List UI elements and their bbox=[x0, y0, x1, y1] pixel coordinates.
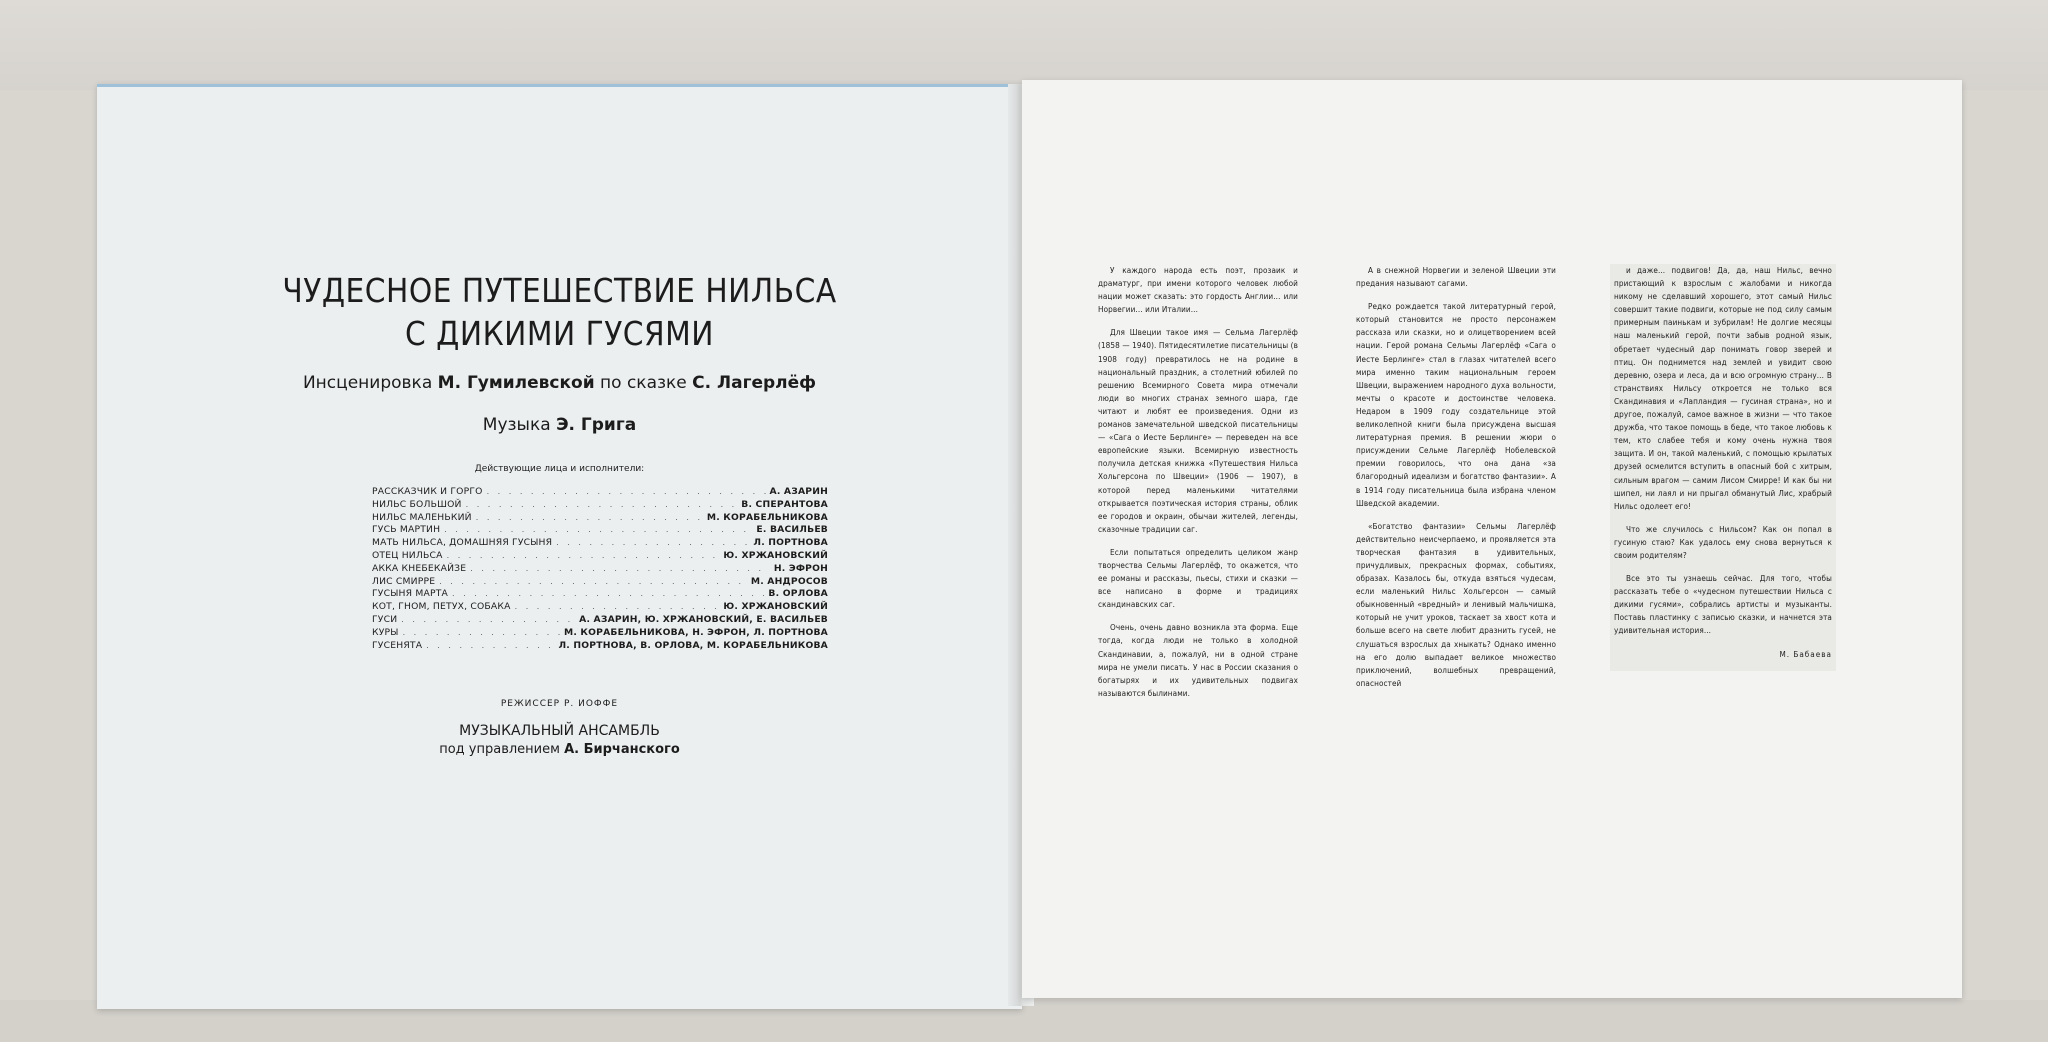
cast-role: КОТ, ГНОМ, ПЕТУХ, СОБАКА bbox=[372, 601, 511, 613]
cast-row bbox=[372, 640, 828, 653]
adaptation-prefix: Инсценировка bbox=[302, 373, 433, 393]
cast-row bbox=[372, 486, 828, 499]
cast-row bbox=[372, 524, 828, 537]
cast-actor: А. АЗАРИН bbox=[769, 486, 828, 497]
cast-role: НИЛЬС БОЛЬШОЙ bbox=[372, 498, 462, 510]
cast-row bbox=[372, 499, 828, 512]
paragraph: Очень, очень давно возникла эта форма. Еще тогда, когда люди не только в холодной Скандинавии, а, пожалуй, ни в одной стране мира не умели писать. У нас в России сказания о богатырях и их удивительных подвигах называются былинами. bbox=[1098, 622, 1298, 698]
cast-role: ГУСИ bbox=[372, 613, 398, 625]
cast-actor: В. ОРЛОВА bbox=[768, 588, 828, 600]
music-prefix: Музыка bbox=[482, 415, 551, 435]
cast-actor: Ю. ХРЖАНОВСКИЙ bbox=[723, 549, 828, 561]
paragraph: А в снежной Норвегии и зеленой Швеции эти предания называют сагами. bbox=[1356, 265, 1556, 289]
cast-row bbox=[372, 588, 828, 601]
paragraph: Если попытаться определить целиком жанр творчества Сельмы Лагерлёф, то окажется, что ее романы и рассказы, пьесы, стихи и сказки — все написано в форме и традициях скандинавских саг. bbox=[1098, 546, 1298, 610]
paragraph: Что же случилось с Нильсом? Как он попал в гусиную стаю? Как удалось ему снова вернуться к своим родителям? bbox=[1614, 523, 1832, 560]
leader-dots bbox=[487, 487, 766, 496]
leader-dots bbox=[401, 615, 575, 624]
title-line-1: ЧУДЕСНОЕ ПУТЕШЕСТВИЕ НИЛЬСА bbox=[282, 271, 837, 310]
adaptation-middle: по сказке bbox=[600, 373, 687, 393]
cast-list bbox=[372, 486, 828, 652]
adaptation-credit bbox=[97, 373, 1022, 393]
cast-actor: М. АНДРОСОВ bbox=[750, 575, 828, 587]
text-column-3 bbox=[1610, 264, 1836, 671]
cast-actor: Л. ПОРТНОВА, В. ОРЛОВА, М. КОРАБЕЛЬНИКОВА bbox=[558, 639, 828, 651]
ensemble-credit: МУЗЫКАЛЬНЫЙ АНСАМБЛЬ bbox=[459, 723, 660, 739]
leader-dots bbox=[476, 513, 703, 522]
leader-dots bbox=[470, 564, 770, 573]
cast-row bbox=[372, 537, 828, 550]
cast-actor: М. КОРАБЕЛЬНИКОВА, Н. ЭФРОН, Л. ПОРТНОВА bbox=[564, 626, 828, 638]
leader-dots bbox=[447, 551, 720, 560]
cast-row bbox=[372, 614, 828, 627]
cast-role: НИЛЬС МАЛЕНЬКИЙ bbox=[372, 511, 472, 523]
cast-role: АККА КНЕБЕКАЙЗЕ bbox=[372, 562, 467, 574]
leader-dots bbox=[556, 538, 749, 547]
cast-row bbox=[372, 601, 828, 614]
conductor-prefix: под управлением bbox=[439, 742, 560, 757]
cast-role: ЛИС СМИРРЕ bbox=[372, 575, 436, 587]
conductor-credit bbox=[97, 742, 1022, 757]
leader-dots bbox=[403, 628, 560, 637]
backdrop-top bbox=[0, 0, 2048, 90]
paragraph: Редко рождается такой литературный герой, который становится не просто персонажем рассказа или сказки, но и олицетворением всей нации. Герой романа Сельмы Лагерлёф «Сага о Иесте Берлинге» стал в глазах читателей всего мира именно таким национальным героем Швеции, выражением народного духа вольности, мечты о красоте и достоинстве человека. Недаром в 1909 году создательнице этой великолепной книги была присуждена высшая литературная премия. В решении жюри о присуждении Сельме Лагерлёф Нобелевской премии говорилось, что она дана «за благородный идеализм и богатство фантазии». А в 1914 году писательница была избрана членом Шведской академии. bbox=[1356, 301, 1556, 508]
text-column-2 bbox=[1356, 264, 1556, 700]
cast-role: РАССКАЗЧИК И ГОРГО bbox=[372, 486, 483, 497]
music-composer: Э. Грига bbox=[556, 415, 637, 435]
cast-role: ГУСЫНЯ МАРТА bbox=[372, 588, 448, 600]
paragraph: Для Швеции такое имя — Сельма Лагерлёф (1858 — 1940). Пятидесятилетие писательницы (в 1908 году) превратилось не на родине в национальный праздник, а столетний юбилей по решению Всемирного Совета мира отмечали люди во многих странах земного шара, где читают и любят ее произведения. Одни из романов замечательной шведской писательницы — «Сага о Иесте Берлинге» — переведен на все европейские языки. Всемирную известность получила детская книжка «Путешествия Нильса Хольгерсона по Швеции» (1906 — 1907), в которой перед маленькими читателями открывается поэтическая история страны, облик ее городов и окраин, обычаи жителей, легенды, сказочные традиции саг. bbox=[1098, 327, 1298, 534]
director-credit: РЕЖИССЕР Р. ИОФФЕ bbox=[500, 699, 619, 709]
conductor-name: А. Бирчанского bbox=[564, 742, 680, 757]
left-page bbox=[97, 84, 1022, 1009]
leader-dots bbox=[444, 525, 752, 534]
cast-role: КУРЫ bbox=[372, 626, 399, 638]
cast-role: ГУСЕНЯТА bbox=[372, 639, 423, 651]
cast-role: ОТЕЦ НИЛЬСА bbox=[372, 549, 443, 561]
right-page bbox=[1022, 80, 1962, 998]
cast-role: ГУСЬ МАРТИН bbox=[372, 524, 441, 536]
cast-actor: Н. ЭФРОН bbox=[773, 562, 828, 574]
cast-row bbox=[372, 627, 828, 640]
cast-row bbox=[372, 563, 828, 576]
music-credit bbox=[97, 415, 1022, 435]
cast-heading: Действующие лица и исполнители: bbox=[474, 464, 645, 474]
leader-dots bbox=[439, 577, 747, 586]
cast-row bbox=[372, 550, 828, 563]
cast-row bbox=[372, 512, 828, 525]
cast-role: МАТЬ НИЛЬСА, ДОМАШНЯЯ ГУСЫНЯ bbox=[372, 537, 553, 549]
cast-row bbox=[372, 576, 828, 589]
leader-dots bbox=[452, 589, 764, 598]
paragraph: «Богатство фантазии» Сельмы Лагерлёф действительно неисчерпаемо, и проявляется эта творческая фантазия в удивительных, причудливых, прекрасных формах, событиях, образах. Казалось бы, откуда взяться чудесам, если маленький Нильс Хольгерсон — самый обыкновенный «вредный» и ленивый мальчишка, который не учит уроков, таскает за хвост кота и больше всего на свете любит дразнить гусей, не слушаться взрослых да хныкать? Однако именно на его долю выпадает великое множество приключений, волшебных превращений, опасностей bbox=[1356, 520, 1556, 688]
adaptation-author: М. Гумилевской bbox=[437, 373, 595, 393]
leader-dots bbox=[426, 641, 554, 650]
cast-actor: М. КОРАБЕЛЬНИКОВА bbox=[706, 511, 828, 523]
paragraph: Все это ты узнаешь сейчас. Для того, чтобы рассказать тебе о «чудесном путешествии Нильса с дикими гусями», собрались артисты и музыканты. Поставь пластинку с записью сказки, и начнется эта удивительная история... bbox=[1614, 573, 1832, 636]
leader-dots bbox=[515, 602, 720, 611]
cast-actor: В. СПЕРАНТОВА bbox=[741, 498, 828, 510]
title-line-2: С ДИКИМИ ГУСЯМИ bbox=[405, 314, 714, 353]
author-signature: М. Бабаева bbox=[1779, 648, 1832, 659]
paragraph: и даже... подвигов! Да, да, наш Нильс, вечно пристающий к взрослым с жалобами и никогда никому не сделавший хорошего, этот самый Нильс совершит такие подвиги, которые не под силу самым примерным паинькам и зубрилам! Не долгие месяцы наш маленький герой, почти забыв родной язык, обретает чудесный дар понимать говор зверей и птиц. Он поднимется над землей и увидит свою деревню, озера и леса, да и всю огромную страну... В странствиях Нильсу откроется не только вся Скандинавия и «Лапландия — гусиная страна», но и другое, пожалуй, самое важное в жизни — что такое дружба, что такое помощь в беде, что такое любовь к тем, кто слабее тебя и кому очень нужна твоя защита. И он, такой маленький, с помощью крылатых друзей осмелится вступить в опасный бой с хитрым, сильным врагом — самим Лисом Смирре! И как бы ни шипел, ни лаял и ни прыгал обманутый Лис, храбрый Нильс одолеет его! bbox=[1614, 265, 1832, 511]
adaptation-source: С. Лагерлёф bbox=[692, 373, 817, 393]
leader-dots bbox=[466, 500, 738, 509]
cast-actor: Ю. ХРЖАНОВСКИЙ bbox=[723, 601, 828, 613]
cast-actor: Е. ВАСИЛЬЕВ bbox=[756, 524, 828, 536]
cast-actor: А. АЗАРИН, Ю. ХРЖАНОВСКИЙ, Е. ВАСИЛЬЕВ bbox=[579, 613, 828, 625]
paragraph: У каждого народа есть поэт, прозаик и драматург, при имени которого человек любой нации может сказать: это гордость Англии... или Норвегии... или Италии... bbox=[1098, 265, 1298, 315]
cast-actor: Л. ПОРТНОВА bbox=[753, 537, 828, 549]
text-column-1 bbox=[1098, 264, 1298, 710]
